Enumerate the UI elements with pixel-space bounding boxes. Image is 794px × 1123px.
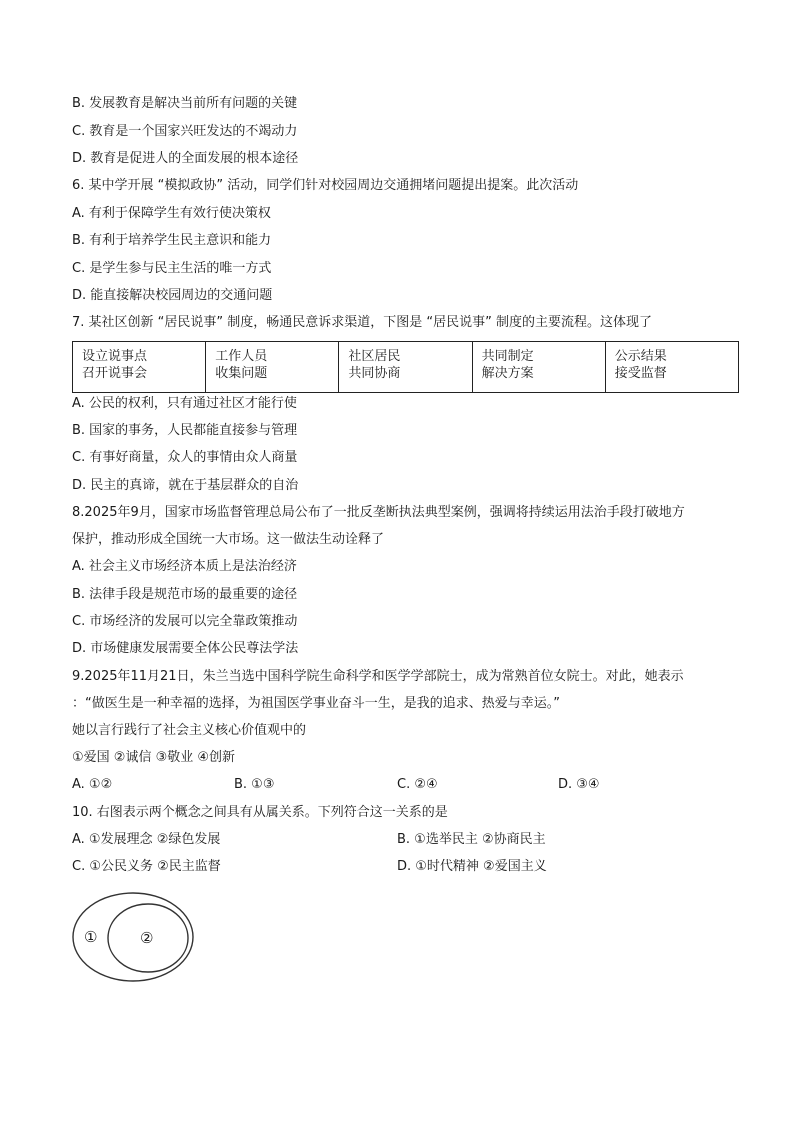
- flow-step-line: 共同协商: [348, 366, 401, 381]
- q9-option-b: B. ①③: [234, 777, 275, 792]
- flow-step-line: 召开说事会: [82, 366, 148, 381]
- q9-stem-quote: ：“做医生是一种幸福的选择，为祖国医学事业奋斗一生，是我的追求、热爱与幸运。”: [72, 696, 560, 711]
- flow-step-line: 接受监督: [614, 366, 667, 381]
- q9-option-d: D. ③④: [558, 777, 600, 792]
- q7-option-d: D. 民主的真谛，就在于基层群众的自治: [72, 478, 299, 493]
- q7-stem: 7. 某社区创新 “居民说事” 制度，畅通民意诉求渠道，下图是 “居民说事” 制度的主要流程。这体现了: [72, 315, 653, 330]
- q7-option-a: A. 公民的权利，只有通过社区才能行使: [72, 396, 297, 411]
- inner-concept-label: ②: [140, 929, 154, 947]
- flow-step: [605, 342, 738, 393]
- q10-option-b: B. ①选举民主 ②协商民主: [397, 832, 546, 847]
- q7-option-b: B. 国家的事务，人民都能直接参与管理: [72, 423, 298, 438]
- q8-option-a: A. 社会主义市场经济本质上是法治经济: [72, 559, 297, 574]
- q10-stem: 10. 右图表示两个概念之间具有从属关系。下列符合这一关系的是: [72, 805, 448, 820]
- flow-step: [472, 342, 605, 393]
- q6-option-b: B. 有利于培养学生民主意识和能力: [72, 233, 272, 248]
- flow-step-line: 设立说事点: [82, 349, 148, 364]
- q6-option-c: C. 是学生参与民主生活的唯一方式: [72, 261, 272, 276]
- q8-stem-cont: 保护，推动形成全国统一大市场。这一做法生动诠释了: [72, 532, 385, 547]
- flow-table: [72, 341, 739, 393]
- concept-venn-diagram: [70, 890, 200, 985]
- flow-step-line: 公示结果: [614, 349, 667, 364]
- q9-items: ①爱国 ②诚信 ③敬业 ④创新: [72, 750, 236, 765]
- flow-step: [73, 342, 206, 393]
- flow-step-line: 社区居民: [348, 349, 401, 364]
- q10-option-c: C. ①公民义务 ②民主监督: [72, 859, 221, 874]
- q7-option-c: C. 有事好商量，众人的事情由众人商量: [72, 450, 298, 465]
- q10-option-d: D. ①时代精神 ②爱国主义: [397, 859, 547, 874]
- flow-step-line: 共同制定: [481, 349, 534, 364]
- q8-option-b: B. 法律手段是规范市场的最重要的途径: [72, 587, 298, 602]
- q9-stem: 9.2025年11月21日，朱兰当选中国科学院生命科学和医学学部院士，成为常熟首位女院士。对此，她表示: [72, 669, 684, 684]
- q10-option-a: A. ①发展理念 ②绿色发展: [72, 832, 221, 847]
- q8-option-d: D. 市场健康发展需要全体公民尊法学法: [72, 641, 299, 656]
- table-row: [73, 342, 739, 393]
- flow-step: [339, 342, 472, 393]
- q8-option-c: C. 市场经济的发展可以完全靠政策推动: [72, 614, 298, 629]
- q6-option-d: D. 能直接解决校园周边的交通问题: [72, 288, 273, 303]
- q8-stem: 8.2025年9月，国家市场监督管理总局公布了一批反垄断执法典型案例，强调将持续运用法治手段打破地方: [72, 505, 685, 520]
- outer-concept-label: ①: [84, 928, 98, 946]
- q9-option-c: C. ②④: [397, 777, 438, 792]
- q5-option-c: C. 教育是一个国家兴旺发达的不竭动力: [72, 124, 298, 139]
- flow-step-line: 收集问题: [215, 366, 268, 381]
- q5-option-b: B. 发展教育是解决当前所有问题的关键: [72, 96, 298, 111]
- flow-step: [206, 342, 339, 393]
- q5-option-d: D. 教育是促进人的全面发展的根本途径: [72, 151, 299, 166]
- q6-option-a: A. 有利于保障学生有效行使决策权: [72, 206, 271, 221]
- q6-stem: 6. 某中学开展 “模拟政协” 活动，同学们针对校园周边交通拥堵问题提出提案。此次活动: [72, 178, 579, 193]
- q9-option-a: A. ①②: [72, 777, 113, 792]
- flow-step-line: 工作人员: [215, 349, 268, 364]
- flow-step-line: 解决方案: [481, 366, 534, 381]
- q9-stem-cont: 她以言行践行了社会主义核心价值观中的: [72, 723, 307, 738]
